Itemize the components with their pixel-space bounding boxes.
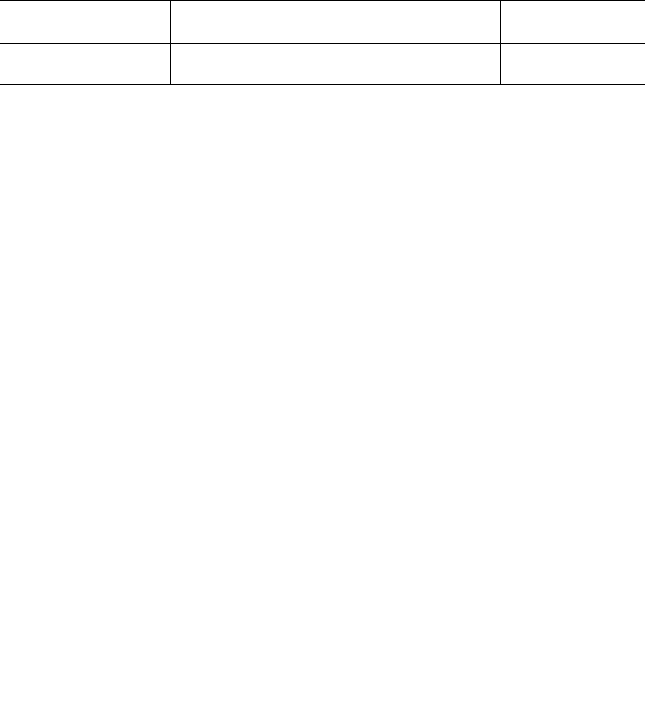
epdms-pdm-c [500, 44, 645, 85]
header-mlp [284, 1, 392, 44]
epdms-cv [170, 44, 284, 85]
epdms-label [0, 44, 170, 85]
header-ltf [392, 1, 500, 44]
results-table [0, 0, 645, 85]
header-metric [0, 1, 96, 44]
header-cv [170, 1, 284, 44]
epdms-ltf [392, 44, 500, 85]
header-stage [96, 1, 170, 44]
epdms-row [0, 44, 645, 85]
epdms-mlp [284, 44, 392, 85]
header-pdm-c [500, 1, 645, 44]
header-row [0, 1, 645, 44]
